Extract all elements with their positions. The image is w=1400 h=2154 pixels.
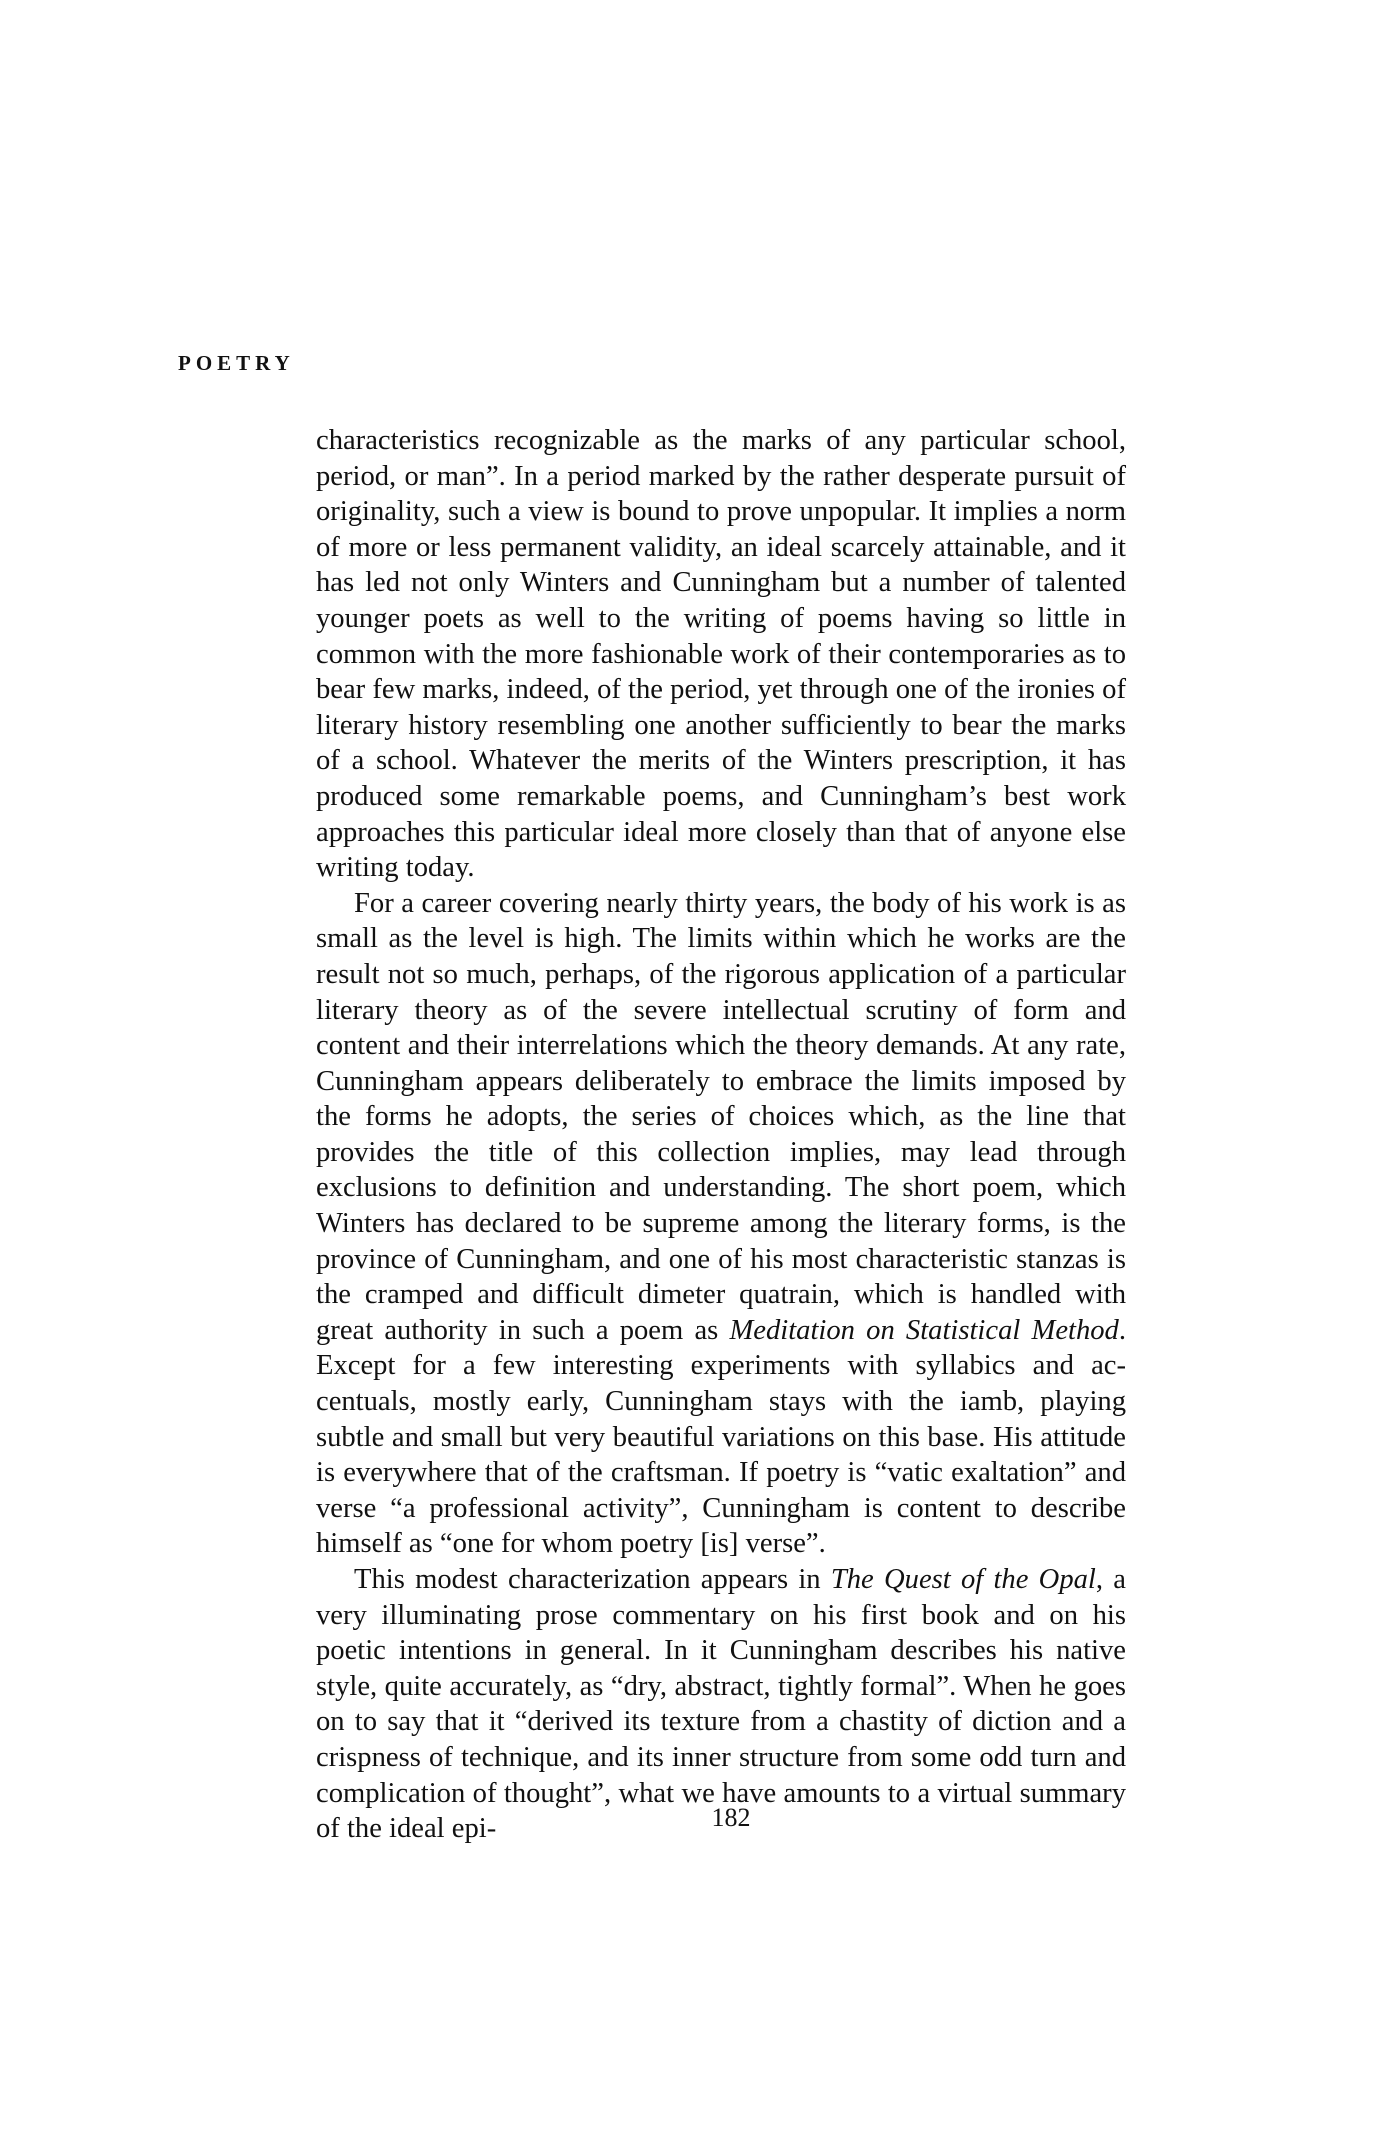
paragraph-2-text-a: For a career covering nearly thirty years, the body of his work is as small as the level is high. The limits within which he works are the result not so much, perhaps, of the rigorous application of a particular literary theory as of the severe intellectual scrutiny of form and content and their interrelations which the theory demands. At any rate, Cunningham appears deliberately to embrace the limits imposed by the forms he adopts, the series of choices which, as the line that provides the title of this collection implies, may lead through exclusions to definition and understanding. The short poem, which Winters has declared to be supreme among the literary forms, is the province of Cunningham, and one of his most characteristic stanzas is the cramped and difficult dimeter quatrain, which is handled with great authority in such a poem as [316, 887, 1126, 1346]
paragraph-3-text-a: This modest characterization appears in [354, 1564, 831, 1595]
paragraph-2 [316, 886, 1126, 1562]
article-body [316, 423, 1126, 1847]
page-number: 182 [711, 1803, 751, 1832]
book-title-quest-of-the-opal: The Quest of the Opal [830, 1564, 1096, 1595]
paragraph-3-text-b: , a very illuminating prose commentary on his first book and on his poetic intentions in general. In it Cunningham describes his native style, quite accurately, as “dry, abstract, tightly formal”. When he goes on to say that it “derived its texture from a chastity of diction and a crispness of technique, and its inner structure from some odd turn and complication of thought”, what we have amounts to a virtual summary of the ideal epi- [316, 1564, 1126, 1845]
paragraph-1-text: characteristics recognizable as the marks of any particular school, period, or man”. In a period marked by the rather desperate pursuit of originality, such a view is bound to prove unpopular. It implies a norm of more or less permanent validity, an ideal scarcely attainable, and it has led not only Winters and Cunningham but a number of talented younger poets as well to the writing of poems having so little in common with the more fashionable work of their contemporaries as to bear few marks, indeed, of the period, yet through one of the ironies of literary history resembling one another sufficiently to bear the marks of a school. Whatever the merits of the Winters prescription, it has produced some remarkable poems, and Cunningham’s best work approaches this particular ideal more closely than that of anyone else writing today. [316, 425, 1126, 884]
poem-title-meditation: Meditation on Statistical Method [729, 1314, 1119, 1346]
running-head: POETRY [178, 351, 295, 375]
paragraph-1 [316, 423, 1126, 886]
page-number-container [0, 1803, 1400, 1833]
paragraph-2-text-b: . Except for a few interesting experiments with syllabics and accentuals, mostly early, Cunningham stays with the iamb, playing subtle and small but very beautiful variations on this base. His attitude is everywhere that of the craftsman. If poetry is “vatic exaltation” and verse “a professional activity”, Cunningham is content to describe himself as “one for whom poetry [is] verse”. [316, 1314, 1127, 1560]
